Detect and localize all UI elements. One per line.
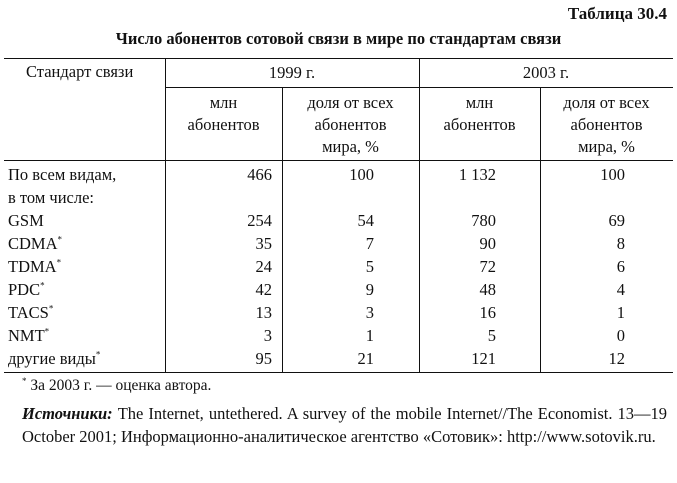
table-top-rule [4,58,673,59]
table-number: Таблица 30.4 [567,4,667,23]
cell-1999-share: 5 [365,257,374,276]
cell-1999-share: 21 [357,349,374,368]
header-year-1999: 1999 г. [268,63,316,82]
header-share-line2: абонентов [570,115,643,134]
total-1999-share: 100 [349,165,374,184]
cell-2003-subscribers: 72 [479,257,496,276]
header-share-line3: мира, % [322,137,379,156]
cell-2003-share: 0 [616,326,625,345]
header-share-line1: доля от всех [307,93,394,112]
total-2003-subscribers: 1 132 [458,165,496,184]
cell-2003-share: 6 [616,257,625,276]
header-subscribers-line2: абонентов [187,115,260,134]
row-label: NMT* [8,326,50,345]
header-bottom-rule [4,160,673,161]
cell-1999-share: 9 [365,280,374,299]
total-row-label-2: в том числе: [8,188,95,207]
sources-label: Источники: [22,404,113,423]
sources [22,402,667,448]
row-label: CDMA* [8,234,63,253]
cell-2003-subscribers: 780 [471,211,496,230]
row-label: TDMA* [8,257,62,276]
cell-2003-subscribers: 90 [479,234,496,253]
cell-2003-share: 12 [608,349,625,368]
header-share-line2: абонентов [314,115,387,134]
header-share-1999 [282,92,419,158]
row-label: PDC* [8,280,45,299]
cell-1999-share: 54 [357,211,374,230]
cell-2003-subscribers: 121 [471,349,496,368]
cell-2003-subscribers: 16 [479,303,496,322]
cell-2003-share: 4 [616,280,625,299]
header-subscribers-line1: млн [465,93,494,112]
row-label: GSM [8,211,44,230]
header-subscribers-line2: абонентов [443,115,516,134]
cell-1999-subscribers: 3 [263,326,272,345]
header-share-line3: мира, % [578,137,635,156]
total-row-label-1: По всем видам, [8,165,117,184]
cell-1999-subscribers: 24 [255,257,272,276]
total-1999-subscribers: 466 [247,165,272,184]
cell-2003-share: 8 [616,234,625,253]
cell-1999-subscribers: 13 [255,303,272,322]
cell-2003-share: 69 [608,211,625,230]
total-2003-share: 100 [600,165,625,184]
table-bottom-rule [4,372,673,373]
cell-1999-share: 1 [365,326,374,345]
header-standard: Стандарт связи [26,62,134,81]
header-share-line1: доля от всех [563,93,650,112]
row-label: TACS* [8,303,54,322]
footnote-text: За 2003 г. — оценка автора. [30,377,212,394]
cell-2003-share: 1 [616,303,625,322]
cell-1999-subscribers: 35 [255,234,272,253]
cell-1999-subscribers: 95 [255,349,272,368]
header-subscribers-2003 [419,92,540,136]
cell-1999-share: 3 [365,303,374,322]
header-subscribers-line1: млн [209,93,238,112]
cell-2003-subscribers: 5 [487,326,496,345]
sources-text: The Internet, untethered. A survey of the mobile Internet//The Economist. 13—19 October 2001; Информационно-аналитическое агентство «Сотовик»: http://www.sotovik.ru. [22,404,668,446]
header-year-2003: 2003 г. [522,63,570,82]
cell-1999-subscribers: 42 [255,280,272,299]
cell-1999-share: 7 [365,234,374,253]
footnote-mark: * [22,375,27,386]
header-subscribers-1999 [165,92,282,136]
cell-1999-subscribers: 254 [247,211,272,230]
table-title: Число абонентов сотовой связи в мире по стандартам связи [115,29,562,48]
header-share-2003 [540,92,673,158]
cell-2003-subscribers: 48 [479,280,496,299]
row-label: другие виды* [8,349,101,368]
footnote [22,377,211,395]
